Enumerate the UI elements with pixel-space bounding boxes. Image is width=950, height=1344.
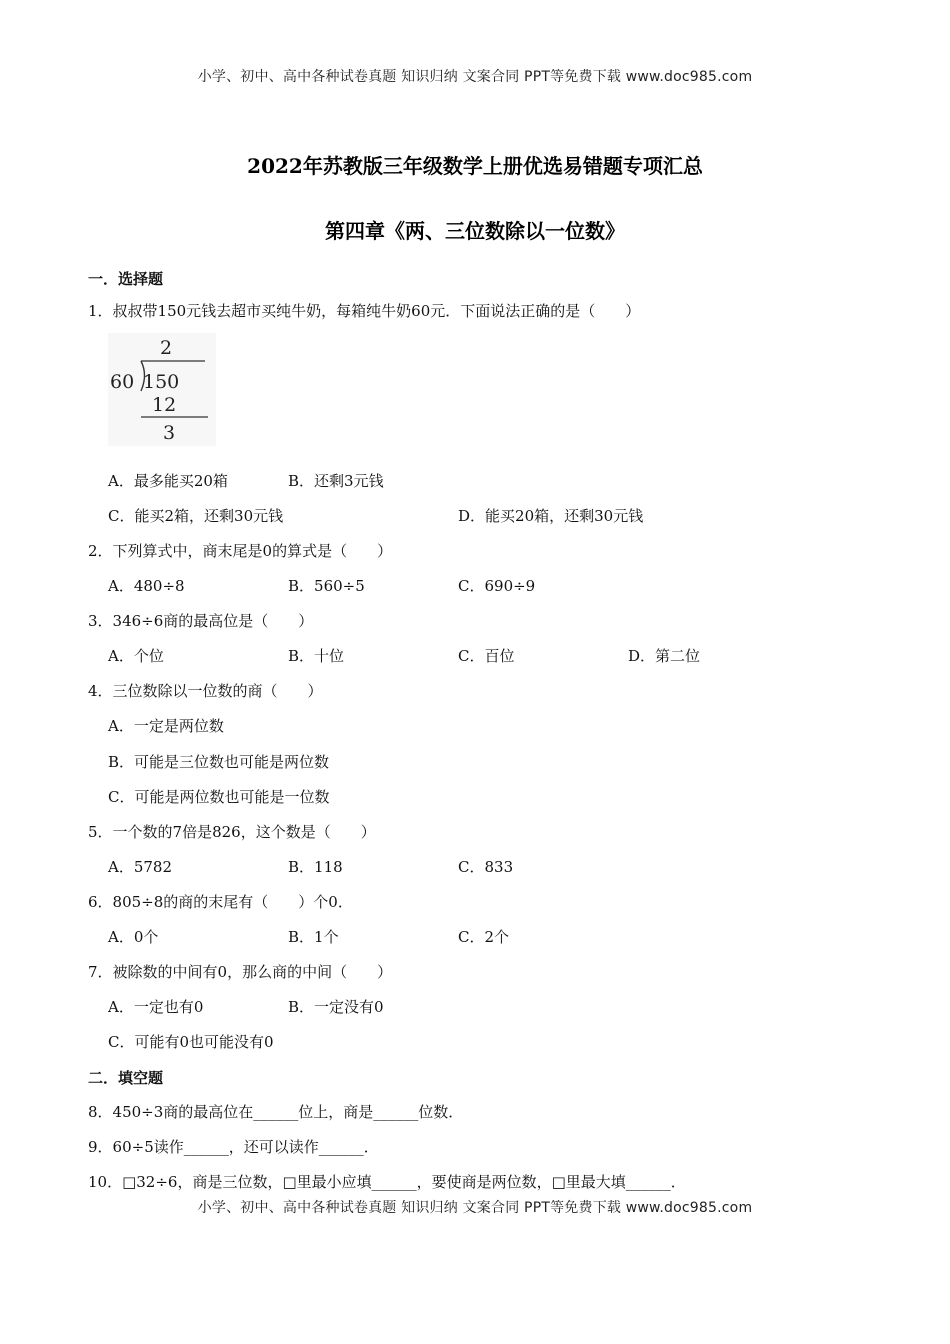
- question-1-option-c: C．能买2箱，还剩30元钱: [108, 507, 284, 525]
- chapter-title: 第四章《两、三位数除以一位数》: [325, 219, 625, 243]
- question-3: 3．346÷6商的最高位是（ ）: [88, 612, 314, 630]
- question-4: 4．三位数除以一位数的商（ ）: [88, 682, 323, 700]
- question-1-option-a: A．最多能买20箱: [108, 472, 228, 490]
- question-6-option-b: B．1个: [288, 928, 339, 946]
- question-2-option-c: C．690÷9: [458, 577, 536, 595]
- question-10: 10．□32÷6，商是三位数，□里最小应填______，要使商是两位数，□里最大填______．: [88, 1173, 686, 1191]
- question-3-option-c: C．百位: [458, 647, 515, 665]
- question-6: 6．805÷8的商的末尾有（ ）个0．: [88, 893, 353, 911]
- question-9: 9．60÷5读作______，还可以读作______．: [88, 1138, 379, 1156]
- division-divisor: 60: [110, 371, 135, 393]
- question-2-option-a: A．480÷8: [108, 577, 185, 595]
- question-6-option-a: A．0个: [108, 928, 159, 946]
- question-1-option-b: B．还剩3元钱: [288, 472, 384, 490]
- question-5: 5．一个数的7倍是826，这个数是（ ）: [88, 823, 376, 841]
- question-7: 7．被除数的中间有0，那么商的中间（ ）: [88, 963, 393, 981]
- header-banner: 小学、初中、高中各种试卷真题 知识归纳 文案合同 PPT等免费下载 www.doc985.com: [197, 69, 753, 85]
- question-4-option-b: B．可能是三位数也可能是两位数: [108, 753, 330, 771]
- question-5-option-a: A．5782: [108, 858, 173, 876]
- long-division-figure: [108, 333, 216, 446]
- question-4-option-a: A．一定是两位数: [108, 717, 224, 735]
- question-3-option-d: D．第二位: [628, 647, 701, 665]
- question-7-option-b: B．一定没有0: [288, 998, 384, 1016]
- question-6-option-c: C．2个: [458, 928, 510, 946]
- question-4-option-c: C．可能是两位数也可能是一位数: [108, 788, 330, 806]
- question-1-option-d: D．能买20箱，还剩30元钱: [458, 507, 644, 525]
- question-8: 8．450÷3商的最高位在______位上，商是______位数．: [88, 1103, 464, 1121]
- long-division-diagram: [108, 333, 216, 446]
- document-title: 2022年苏教版三年级数学上册优选易错题专项汇总: [247, 154, 703, 178]
- question-2: 2．下列算式中，商末尾是0的算式是（ ）: [88, 542, 393, 560]
- question-1: 1．叔叔带150元钱去超市买纯牛奶，每箱纯牛奶60元．下面说法正确的是（ ）: [88, 302, 641, 320]
- question-3-option-b: B．十位: [288, 647, 345, 665]
- division-product: 12: [152, 394, 177, 416]
- question-5-option-b: B．118: [288, 858, 343, 876]
- question-2-option-b: B．560÷5: [288, 577, 365, 595]
- division-remainder: 3: [163, 422, 176, 444]
- footer-banner: 小学、初中、高中各种试卷真题 知识归纳 文案合同 PPT等免费下载 www.doc985.com: [197, 1200, 753, 1216]
- question-7-option-a: A．一定也有0: [108, 998, 204, 1016]
- division-quotient: 2: [160, 337, 173, 359]
- question-7-option-c: C．可能有0也可能没有0: [108, 1033, 274, 1051]
- section-choice-heading: 一．选择题: [88, 270, 164, 288]
- division-dividend: 150: [143, 371, 180, 393]
- section-fill-heading: 二．填空题: [88, 1069, 164, 1087]
- question-5-option-c: C．833: [458, 858, 514, 876]
- question-3-option-a: A．个位: [108, 647, 164, 665]
